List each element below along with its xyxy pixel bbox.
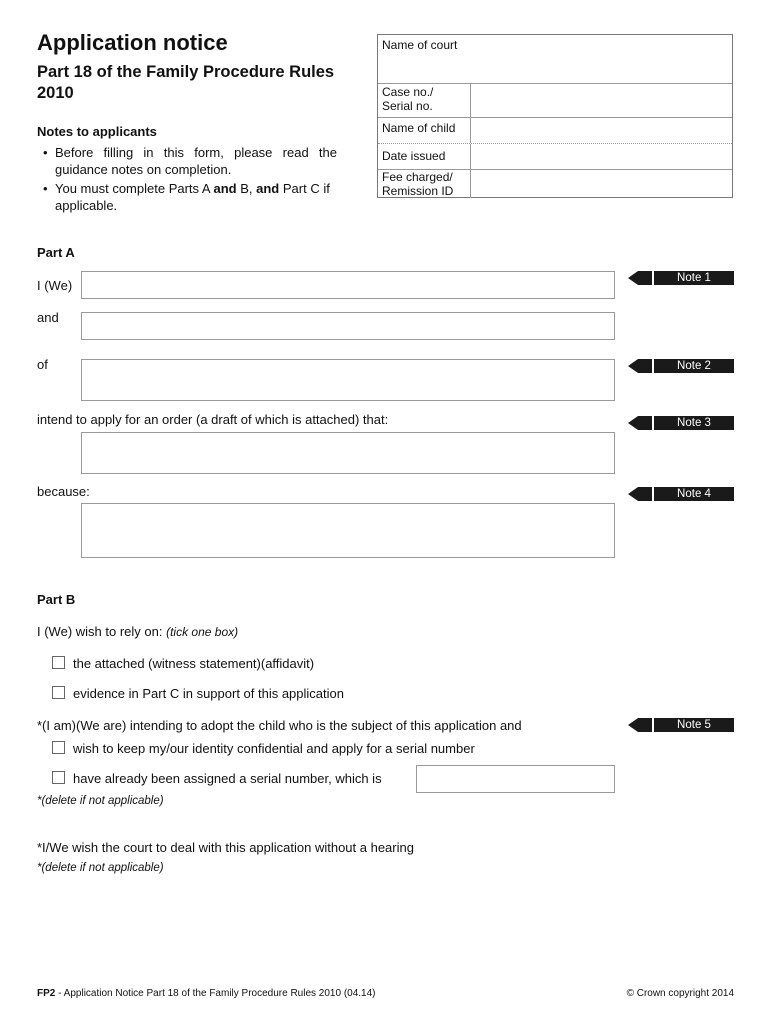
because-label: because:	[37, 484, 90, 499]
confidential-identity-checkbox[interactable]	[52, 741, 65, 754]
delete-note-1: *(delete if not applicable)	[37, 795, 164, 807]
arrow-left-icon	[628, 718, 638, 732]
copyright: © Crown copyright 2014	[626, 988, 734, 999]
arrow-left-icon	[628, 359, 638, 373]
arrow-left-icon	[628, 487, 638, 501]
bullet-icon: •	[43, 181, 48, 196]
page-subtitle: Part 18 of the Family Procedure Rules 2010	[37, 63, 335, 102]
delete-note-2: *(delete if not applicable)	[37, 862, 164, 874]
name-of-child-field[interactable]	[470, 118, 732, 143]
fee-charged-field[interactable]	[470, 170, 732, 198]
notes-heading: Notes to applicants	[37, 124, 157, 139]
notes-list	[37, 145, 337, 214]
note-2-tag[interactable]: Note 2	[628, 359, 734, 373]
case-no-row	[378, 83, 732, 117]
part-a-heading: Part A	[37, 245, 75, 260]
form-reference: FP2 - Application Notice Part 18 of the Family Procedure Rules 2010 (04.14)	[37, 988, 376, 999]
serial-number-label: have already been assigned a serial number, which is	[73, 771, 382, 786]
and-label: and	[37, 310, 59, 325]
name-of-court-label: Name of court	[382, 38, 458, 52]
confidential-identity-label: wish to keep my/our identity confidential and apply for a serial number	[73, 741, 475, 756]
name-of-child-row	[378, 117, 732, 143]
order-field[interactable]	[81, 432, 615, 474]
address-field[interactable]	[81, 359, 615, 401]
rely-on-label: I (We) wish to rely on: (tick one box)	[37, 624, 239, 639]
case-no-label: Case no./ Serial no.	[382, 85, 434, 113]
notes-item-2: • You must complete Parts A and B, and Part C if applicable.	[43, 181, 330, 213]
part-b-heading: Part B	[37, 592, 76, 607]
because-field[interactable]	[81, 503, 615, 558]
intend-label: intend to apply for an order (a draft of which is attached) that:	[37, 412, 389, 427]
date-issued-row	[378, 143, 732, 169]
bullet-icon: •	[43, 145, 48, 160]
page-title: Application notice	[37, 30, 228, 55]
note-5-tag[interactable]: Note 5	[628, 718, 734, 732]
court-info-box	[377, 34, 733, 198]
of-label: of	[37, 357, 48, 372]
second-applicant-field[interactable]	[81, 312, 615, 340]
witness-statement-label: the attached (witness statement)(affidavit)	[73, 656, 315, 671]
hearing-label: *I/We wish the court to deal with this application without a hearing	[37, 840, 414, 855]
notes-item-1: • Before filling in this form, please read the guidance notes on completion.	[43, 145, 337, 177]
arrow-left-icon	[628, 416, 638, 430]
fee-charged-row	[378, 169, 732, 198]
applicant-name-field[interactable]	[81, 271, 615, 299]
case-no-field[interactable]	[470, 84, 732, 117]
date-issued-label: Date issued	[382, 149, 446, 163]
adopt-label: *(I am)(We are) intending to adopt the child who is the subject of this application and	[37, 718, 522, 733]
note-3-tag[interactable]: Note 3	[628, 416, 734, 430]
i-we-label: I (We)	[37, 278, 73, 293]
name-of-court-row[interactable]	[378, 35, 732, 83]
fee-charged-label: Fee charged/ Remission ID	[382, 170, 454, 198]
arrow-left-icon	[628, 271, 638, 285]
serial-number-checkbox[interactable]	[52, 771, 65, 784]
part-c-evidence-label: evidence in Part C in support of this application	[73, 686, 344, 701]
date-issued-field[interactable]	[470, 144, 732, 169]
witness-statement-checkbox[interactable]	[52, 656, 65, 669]
part-c-evidence-checkbox[interactable]	[52, 686, 65, 699]
note-1-tag[interactable]: Note 1	[628, 271, 734, 285]
name-of-child-label: Name of child	[382, 121, 456, 135]
note-4-tag[interactable]: Note 4	[628, 487, 734, 501]
serial-number-field[interactable]	[416, 765, 615, 793]
